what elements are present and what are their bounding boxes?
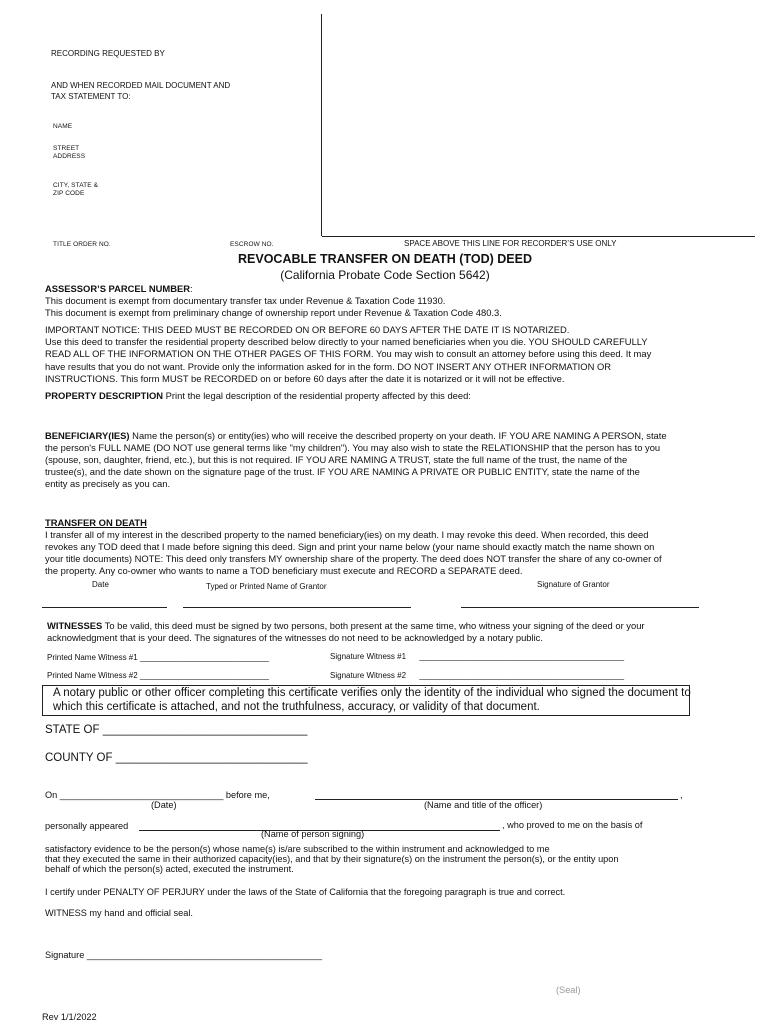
address-label: ADDRESS (53, 153, 86, 160)
transfer-heading: TRANSFER ON DEATH (45, 517, 147, 528)
city-state-label: CITY, STATE & (53, 182, 99, 189)
notice-line: IMPORTANT NOTICE: THIS DEED MUST BE RECORDED ON OR BEFORE 60 DAYS AFTER THE DATE IT IS NOTARIZED. (45, 324, 570, 335)
state-of-field[interactable]: STATE OF ________________________________ (45, 724, 308, 736)
transfer-line: your title documents) NOTE: This deed only transfers MY ownership share of the property. The deed does NOT transfer the share of any co-owner of (45, 553, 662, 564)
grantor-name-label: Typed or Printed Name of Grantor (206, 582, 327, 591)
revision-date: Rev 1/1/2022 (42, 1012, 97, 1022)
printed-name-witness-1-field[interactable]: _____________________________ (139, 653, 269, 662)
witnesses-line (47, 620, 645, 632)
mail-to-line1: AND WHEN RECORDED MAIL DOCUMENT AND (51, 81, 231, 90)
signature-witness-2 (330, 671, 624, 680)
beneficiary-label: BENEFICIARY(IES) (45, 430, 130, 441)
personally-appeared-label: personally appeared (45, 821, 129, 831)
deed-subtitle: (California Probate Code Section 5642) (280, 268, 490, 282)
escrow-label: ESCROW NO. (230, 241, 274, 248)
printed-name-witness-2-field[interactable]: _____________________________ (139, 671, 269, 680)
notary-disclaimer-line: which this certificate is attached, and not the truthfulness, accuracy, or validity of that document. (53, 701, 540, 713)
signature-witness-2-label: Signature Witness #2 (330, 671, 407, 680)
exempt-transfer-tax: This document is exempt from documentary transfer tax under Revenue & Taxation Code 11930. (45, 295, 446, 306)
witnesses-label: WITNESSES (47, 620, 103, 631)
title-order-label: TITLE ORDER NO. (53, 241, 111, 248)
witnesses-text: To be valid, this deed must be signed by two persons, both present at the same time, who witness your signing of the deed or your (102, 620, 645, 631)
grantor-name-field[interactable] (183, 607, 411, 608)
beneficiary-field[interactable] (45, 492, 725, 514)
notice-line: READ ALL OF THE INFORMATION ON THE OTHER PAGES OF THIS FORM. You may wish to consult an attorney before using this deed. It may (45, 348, 652, 359)
transfer-line: I transfer all of my interest in the described property to the named beneficiary(ies) on my death. I may revoke this deed. When recorded, this deed (45, 529, 649, 540)
parcel-colon: : (190, 283, 193, 294)
notary-disclaimer-line: A notary public or other officer completing this certificate verifies only the identity of the individual who signed the document to (53, 687, 691, 699)
signature-witness-1-label: Signature Witness #1 (330, 652, 407, 661)
transfer-line: revokes any TOD deed that I made before signing this deed. Sign and print your name below (your name should exactly match the name shown on (45, 541, 655, 552)
beneficiary-line: entity as precisely as you can. (45, 478, 171, 489)
evidence-line: that they executed the same in their authorized capacity(ies), and that by their signature(s) on the instrument the person(s), or the entity upon (45, 854, 619, 864)
printed-name-witness-2 (47, 671, 269, 680)
grantor-signature-field[interactable] (461, 607, 699, 608)
exempt-ownership-report: This document is exempt from preliminary change of ownership report under Revenue & Taxation Code 480.3. (45, 307, 502, 318)
recording-requested-by: RECORDING REQUESTED BY (51, 49, 165, 58)
property-description (45, 390, 471, 402)
deed-title: REVOCABLE TRANSFER ON DEATH (TOD) DEED (238, 252, 532, 266)
on-date-field[interactable]: On ________________________________ before me, (45, 790, 270, 800)
perjury-certification: I certify under PENALTY OF PERJURY under the laws of the State of California that the foregoing paragraph is true and correct. (45, 887, 566, 897)
beneficiary-line: the person's FULL NAME (DO NOT use general terms like "my children"). You may also wish to state the RELATIONSHIP that the person has to you (45, 442, 661, 453)
signature-witness-1 (330, 652, 624, 661)
beneficiary-text: Name the person(s) or entity(ies) who will receive the described property on your death. IF YOU ARE NAMING A PERSON, state (129, 430, 667, 441)
recorder-line (322, 236, 755, 237)
name-label: NAME (53, 123, 73, 130)
property-description-field[interactable] (45, 404, 725, 426)
mail-to-line2: TAX STATEMENT TO: (51, 92, 131, 101)
signature-witness-2-field[interactable]: ______________________________________________ (419, 671, 625, 680)
zip-label: ZIP CODE (53, 190, 85, 197)
witnesses-line: acknowledgment that is your deed. The signatures of the witnesses do not need to be acknowledged by a notary public. (47, 632, 543, 643)
beneficiary-line: trustee(s), and the date shown on the signature page of the trust. IF YOU ARE NAMING A PRIVATE OR PUBLIC ENTITY, state the name of the (45, 466, 640, 477)
parcel-number-label (45, 283, 193, 295)
printed-name-witness-1-label: Printed Name Witness #1 (47, 653, 138, 662)
grantor-signature-label: Signature of Grantor (537, 580, 610, 589)
county-of-field[interactable]: COUNTY OF ______________________________ (45, 752, 308, 764)
officer-caption: (Name and title of the officer) (424, 800, 543, 810)
evidence-line: behalf of which the person(s) acted, executed the instrument. (45, 864, 294, 874)
witness-hand-seal: WITNESS my hand and official seal. (45, 908, 193, 918)
evidence-line: satisfactory evidence to be the person(s) whose name(s) is/are subscribed to the within instrument and acknowledged to me (45, 844, 550, 854)
proved-text: , who proved to me on the basis of (502, 820, 643, 830)
recording-divider (321, 14, 322, 236)
date-caption: (Date) (151, 800, 177, 810)
signature-witness-1-field[interactable]: ______________________________________________ (419, 652, 625, 661)
property-instructions: Print the legal description of the residential property affected by this deed: (163, 390, 471, 401)
street-label: STREET (53, 145, 80, 152)
transfer-line: the property. Any co-owner who wants to name a TOD beneficiary must execute and RECORD a SEPARATE deed. (45, 565, 523, 576)
seal-placeholder: (Seal) (556, 985, 581, 995)
recorder-note: SPACE ABOVE THIS LINE FOR RECORDER’S USE ONLY (404, 239, 617, 248)
notice-line: Use this deed to transfer the residential property described below directly to your named beneficiaries when you die. YOU SHOULD CAREFULLY (45, 336, 648, 347)
property-label: PROPERTY DESCRIPTION (45, 390, 164, 401)
notice-line: have results that you do not want. Provide only the information asked for in the form. DO NOT INSERT ANY OTHER INFORMATION OR (45, 361, 612, 372)
grantor-date-field[interactable] (42, 607, 167, 608)
grantor-date-label: Date (92, 580, 109, 589)
person-signing-caption: (Name of person signing) (261, 829, 365, 839)
notary-signature-field[interactable]: Signature ______________________________________________ (45, 950, 322, 960)
parcel-label-text: ASSESSOR’S PARCEL NUMBER (45, 283, 190, 294)
printed-name-witness-1 (47, 653, 269, 662)
notice-line: INSTRUCTIONS. This form MUST be RECORDED on or before 60 days after the date it is notarized or it will not be effective. (45, 373, 565, 384)
beneficiary-line (45, 430, 667, 442)
officer-comma: , (680, 790, 683, 800)
beneficiary-line: (spouse, son, daughter, friend, etc.), but this is not required. IF YOU ARE NAMING A TRUST, state the full name of the trust, the name of the (45, 454, 628, 465)
printed-name-witness-2-label: Printed Name Witness #2 (47, 671, 138, 680)
